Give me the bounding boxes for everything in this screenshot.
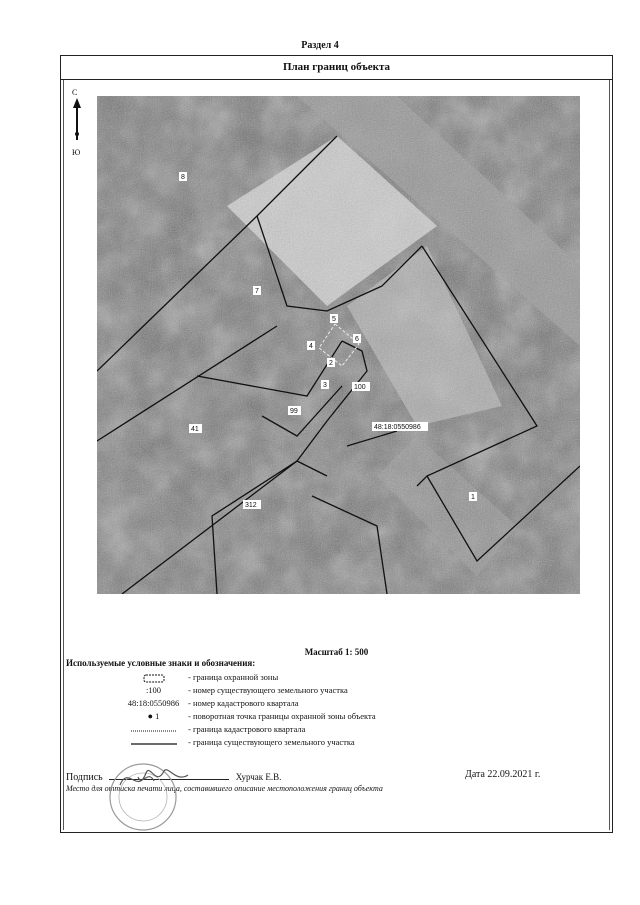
map-label: 48:18:0550986	[374, 424, 421, 431]
map-label: 312	[245, 502, 257, 509]
frame-inner-left-line	[63, 80, 64, 830]
map-label: 100	[354, 384, 366, 391]
legend-item	[66, 711, 606, 724]
frame-inner-right-line	[609, 80, 610, 830]
legend-item	[66, 685, 606, 698]
legend-item	[66, 724, 606, 737]
legend-item	[66, 672, 606, 685]
map-label: 4	[309, 343, 313, 350]
map-scale: Масштаб 1: 500	[304, 647, 369, 657]
legend-item	[66, 698, 606, 711]
compass-north-label: С	[72, 88, 78, 97]
plan-title: План границ объекта	[60, 55, 613, 80]
north-arrow-icon	[70, 94, 90, 154]
signer-name: Хурчак Е.В.	[235, 772, 282, 782]
legend-item	[66, 737, 606, 750]
legend-text: - граница существующего земельного участка	[188, 737, 355, 747]
map-label: 6	[355, 336, 359, 343]
map-label: 5	[332, 316, 336, 323]
map-label: 2	[329, 360, 333, 367]
compass-south-label: Ю	[72, 148, 81, 157]
handwritten-signature	[120, 770, 188, 785]
cadastral-map	[97, 96, 580, 594]
signature-stamp-image	[98, 755, 218, 835]
legend-text: - граница охранной зоны	[188, 672, 279, 682]
section-title: Раздел 4	[301, 40, 339, 51]
document-date: Дата 22.09.2021 г.	[465, 769, 541, 780]
map-label: 99	[290, 408, 298, 415]
map-label: 3	[323, 382, 327, 389]
stamp-place-note: Место для оттиска печати лица, составившего описание местоположения границ объекта	[66, 784, 383, 793]
legend-text: - номер существующего земельного участка	[188, 685, 348, 695]
stamp-circle	[110, 764, 176, 830]
parcel-number-symbol: :100	[145, 685, 162, 695]
map-label: 8	[181, 174, 185, 181]
point-icon: ●	[147, 711, 154, 721]
legend-title: Используемые условные знаки и обозначения:	[66, 658, 256, 668]
map-label: 41	[191, 426, 199, 433]
legend-text: - граница кадастрового квартала	[188, 724, 306, 734]
map-label: 7	[255, 288, 259, 295]
north-arrow	[70, 88, 90, 168]
quarter-number-symbol: 48:18:0550986	[127, 698, 180, 708]
map-label: 1	[471, 494, 475, 501]
turning-point-number: 1	[155, 711, 160, 721]
signature-label: Подпись	[66, 772, 103, 783]
legend-text: - номер кадастрового квартала	[188, 698, 299, 708]
legend-text: - поворотная точка границы охранной зоны объекта	[188, 711, 376, 721]
